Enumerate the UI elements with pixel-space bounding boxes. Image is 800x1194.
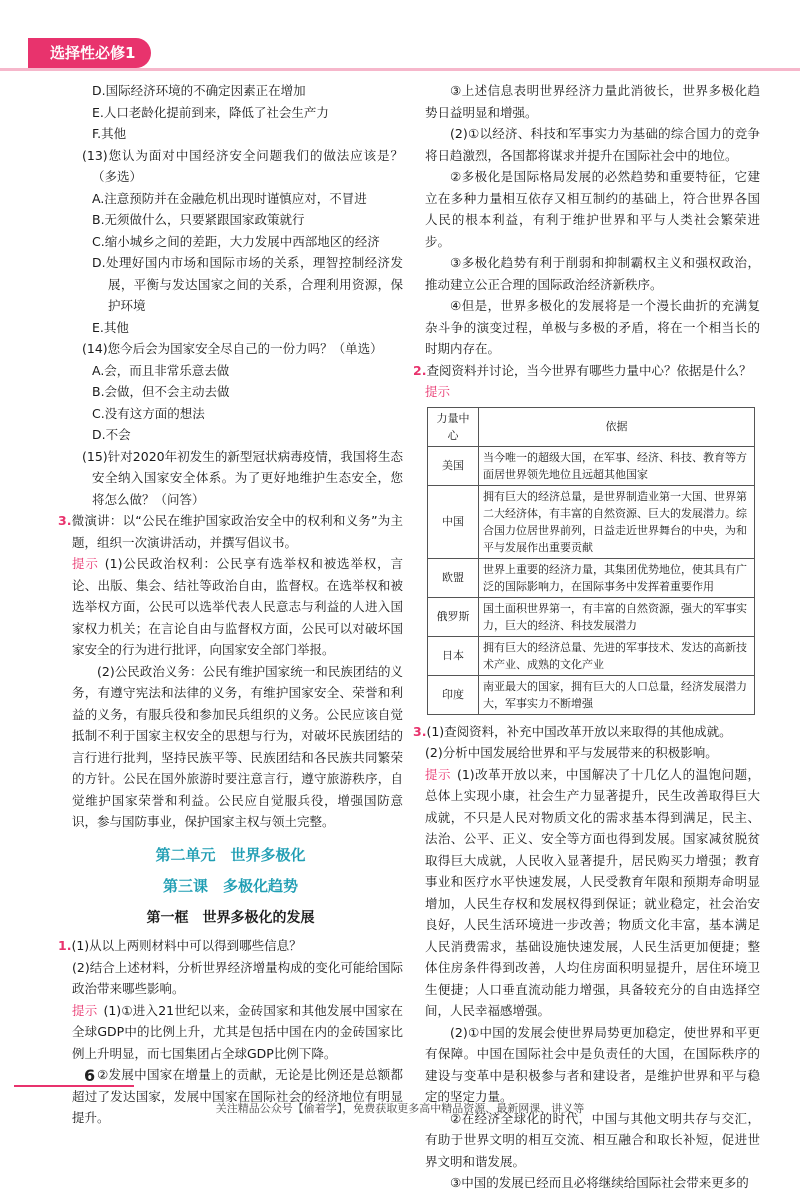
table-header: 依据 xyxy=(479,407,755,446)
question-1 xyxy=(58,935,403,957)
hint-paragraph: ②在经济全球化的时代，中国与其他文明共存与交汇，有助于世界文明的相互交流、相互融合和取长补短，促进世界文明和谐发展。 xyxy=(425,1110,760,1169)
hint-paragraph: ④但是，世界多极化的发展将是一个漫长曲折的充满复杂斗争的演变过程，单极与多极的矛盾，将在一个相当长的时期内存在。 xyxy=(425,298,760,356)
question-1-sub2: (2)结合上述材料，分析世界经济增量构成的变化可能给国际政治带来哪些影响。 xyxy=(72,959,403,996)
question-text: (1)从以上两则材料中可以得到哪些信息？ xyxy=(71,938,302,953)
hint-paragraph: ②发展中国家在增量上的贡献，无论是比例还是总额都超过了发达国家，发展中国家在国际社会的经济地位有明显提升。 xyxy=(72,1067,403,1125)
table-cell-country: 印度 xyxy=(428,675,479,714)
hint-label: 提示 xyxy=(72,556,99,571)
question-number: 2. xyxy=(413,362,427,378)
page-number: 6 xyxy=(84,1066,96,1085)
table-row xyxy=(428,485,755,558)
hint-block xyxy=(58,553,403,661)
hint-label: 提示 xyxy=(425,384,451,399)
hint-label: 提示 xyxy=(72,1002,98,1018)
hint-paragraph: ③多极化趋势有利于削弱和抑制霸权主义和强权政治，推动建立公正合理的国际政治经济新秩序。 xyxy=(425,255,760,292)
hint-paragraph: ③上述信息表明世界经济力量此消彼长，世界多极化趋势日益明显和增强。 xyxy=(425,83,760,120)
right-column xyxy=(413,80,760,1194)
question-text: (1)查阅资料，补充中国改革开放以来取得的其他成就。 xyxy=(426,723,732,739)
table-cell-desc: 当今唯一的超级大国，在军事、经济、科技、教育等方面居世界领先地位且远超其他国家 xyxy=(479,446,755,485)
table-cell-country: 欧盟 xyxy=(428,558,479,597)
question-text: 微演讲：以“公民在维护国家政治安全中的权利和义务”为主题，组织一次演讲活动，并撰写倡议书。 xyxy=(71,513,403,550)
hint-text: (1)改革开放以来，中国解决了十几亿人的温饱问题，总体上实现小康，社会生产力显著提升，民生改善取得巨大成就，不只是人民对物质文化的需求基本得到满足，民主、法治、公平、正义、安全等方面也得到发展。国家减贫脱贫取得巨大成就，人民收入显著提升，居民购买力增强；教育事业和医疗水平快速发展，人民受教育年限和预期寿命明显增加，人民生存权和发展权得到保证；就业稳定，社会治安良好，人民生活环境进一步改善；物质文化丰富，基本满足人民消费需求，基础设施快速发展，人民生活更加便捷；整体住房条件得到改善，人均住房面积明显提升，居住环境卫生便捷；人口垂直流动能力增强，具备较充分的自由选择空间，人民幸福感增强。 xyxy=(425,766,760,1018)
book-title: 选择性必修1 xyxy=(50,44,136,62)
hint-label: 提示 xyxy=(425,766,451,782)
unit-title: 第二单元 世界多极化 xyxy=(155,845,306,864)
table-row xyxy=(428,558,755,597)
table-cell-desc: 国土面积世界第一，有丰富的自然资源，强大的军事实力，巨大的经济、科技发展潜力 xyxy=(479,597,755,636)
frame-title: 第一框 世界多极化的发展 xyxy=(146,909,315,926)
hint-paragraph: (2)公民政治义务：公民有维护国家统一和民族团结的义务，有遵守宪法和法律的义务，有维护国家安全、荣誉和利益的义务，有服兵役和参加民兵组织的义务。公民应该自觉抵制不利于国家主权安全的思想与行为，对破坏民族团结的言行进行批判，坚持民族平等、民族团结和各民族共同繁荣的方针。公民在国外旅游时要注意言行，遵守旅游秩序，自觉维护国家荣誉和利益。公民应自觉服兵役，增强国防意识，参与国防事业，保护国家主权与领土完整。 xyxy=(72,663,403,829)
q12-option-f: F.其他 xyxy=(92,126,127,141)
question-number: 1. xyxy=(58,938,72,953)
q12-option-e: E.人口老龄化提前到来，降低了社会生产力 xyxy=(92,104,329,120)
q13-option-a: A.注意预防并在金融危机出现时谨慎应对，不冒进 xyxy=(92,190,367,206)
left-column xyxy=(58,80,403,1129)
table-row xyxy=(428,446,755,485)
q13-option-b: B.无须做什么，只要紧跟国家政策就行 xyxy=(92,212,305,227)
q13-stem: (13)您认为面对中国经济安全问题我们的做法应该是？（多选） xyxy=(82,147,403,184)
hint-paragraph: ②多极化是国际格局发展的必然趋势和重要特征，它建立在多种力量相互依存又相互制约的基础上，符合世界各国人民的根本利益，有利于维护世界和平与人类社会繁荣进步。 xyxy=(425,169,760,249)
table-cell-country: 俄罗斯 xyxy=(428,597,479,636)
q12-option-d: D.国际经济环境的不确定因素正在增加 xyxy=(92,83,306,98)
question-2 xyxy=(413,360,760,382)
question-number: 3. xyxy=(413,723,427,739)
q14-option-d: D.不会 xyxy=(92,427,131,442)
question-text: 查阅资料并讨论，当今世界有哪些力量中心？依据是什么？ xyxy=(426,362,752,378)
table-row xyxy=(428,636,755,675)
question-number: 3. xyxy=(58,513,72,528)
q13-option-c: C.缩小城乡之间的差距，大力发展中西部地区的经济 xyxy=(92,233,380,249)
question-3-right xyxy=(413,721,760,743)
book-title-tab xyxy=(28,38,151,68)
table-header: 力量中心 xyxy=(428,407,479,446)
table-row xyxy=(428,597,755,636)
hint-paragraph: (2)①以经济、科技和军事实力为基础的综合国力的竞争将日趋激烈，各国都将谋求并提升在国际社会中的地位。 xyxy=(425,126,760,163)
question-3-sub2: (2)分析中国发展给世界和平与发展带来的积极影响。 xyxy=(425,745,718,760)
footer-note: 关注精品公众号【偷着学】，免费获取更多高中精品资源、最新网课、讲义等 xyxy=(215,1102,585,1115)
hint-text: (1)公民政治权利：公民享有选举权和被选举权，言论、出版、集会、结社等政治自由，监督权。在选举权和被选举权方面，公民可以选举代表人民意志与利益的人进入国家权力机关；在言论自由与监督权方面，公民可以对破坏国家安全的行为进行批评，向国家安全部门举报。 xyxy=(72,556,403,657)
page-number-rule xyxy=(14,1085,134,1087)
hint-paragraph: ③中国的发展已经而且必将继续给国际社会带来更多的 xyxy=(450,1175,749,1190)
table-header-row xyxy=(428,407,755,446)
q15-stem: (15)针对2020年初发生的新型冠状病毒疫情，我国将生态安全纳入国家安全体系。为了更好地维护生态安全，您将怎么做？（问答） xyxy=(82,448,403,507)
q14-stem: (14)您今后会为国家安全尽自己的一份力吗？（单选） xyxy=(82,341,383,356)
hint-block xyxy=(425,381,760,403)
hint-block xyxy=(58,1000,403,1065)
q13-option-e: E.其他 xyxy=(92,319,129,335)
lesson-title: 第三课 多极化趋势 xyxy=(162,877,298,895)
header-divider xyxy=(0,68,800,71)
q14-option-b: B.会做，但不会主动去做 xyxy=(92,384,230,399)
table-cell-country: 中国 xyxy=(428,485,479,558)
table-cell-desc: 拥有巨大的经济总量，是世界制造业第一大国、世界第二大经济体，有丰富的自然资源、巨大的发展潜力。综合国力位居世界前列，日益走近世界舞台的中央，为和平与发展作出重要贡献 xyxy=(479,485,755,558)
table-row xyxy=(428,675,755,714)
q14-option-c: C.没有这方面的想法 xyxy=(92,405,205,421)
q13-option-d: D.处理好国内市场和国际市场的关系，理智控制经济发展，平衡与发达国家之间的关系，合理利用资源，保护环境 xyxy=(92,255,403,313)
hint-text: (1)①进入21世纪以来，金砖国家和其他发展中国家在全球GDP中的比例上升，尤其是包括中国在内的金砖国家比例上升明显，而七国集团占全球GDP比例下降。 xyxy=(72,1002,403,1061)
q14-option-a: A.会，而且非常乐意去做 xyxy=(92,362,230,378)
table-cell-desc: 南亚最大的国家，拥有巨大的人口总量，经济发展潜力大，军事实力不断增强 xyxy=(479,675,755,714)
table-cell-country: 日本 xyxy=(428,636,479,675)
table-cell-desc: 拥有巨大的经济总量、先进的军事技术、发达的高新技术产业、成熟的文化产业 xyxy=(479,636,755,675)
power-centers-table xyxy=(427,407,755,715)
table-cell-desc: 世界上重要的经济力量，其集团优势地位，使其具有广泛的国际影响力，在国际事务中发挥着重要作用 xyxy=(479,558,755,597)
table-cell-country: 美国 xyxy=(428,446,479,485)
hint-block xyxy=(425,764,760,1022)
question-3 xyxy=(58,510,403,553)
hint-paragraph: (2)①中国的发展会使世界局势更加稳定，使世界和平更有保障。中国在国际社会中是负责任的大国，在国际秩序的建设与变革中是积极参与者和建设者，是维护世界和平与稳定的坚定力量。 xyxy=(425,1024,760,1104)
